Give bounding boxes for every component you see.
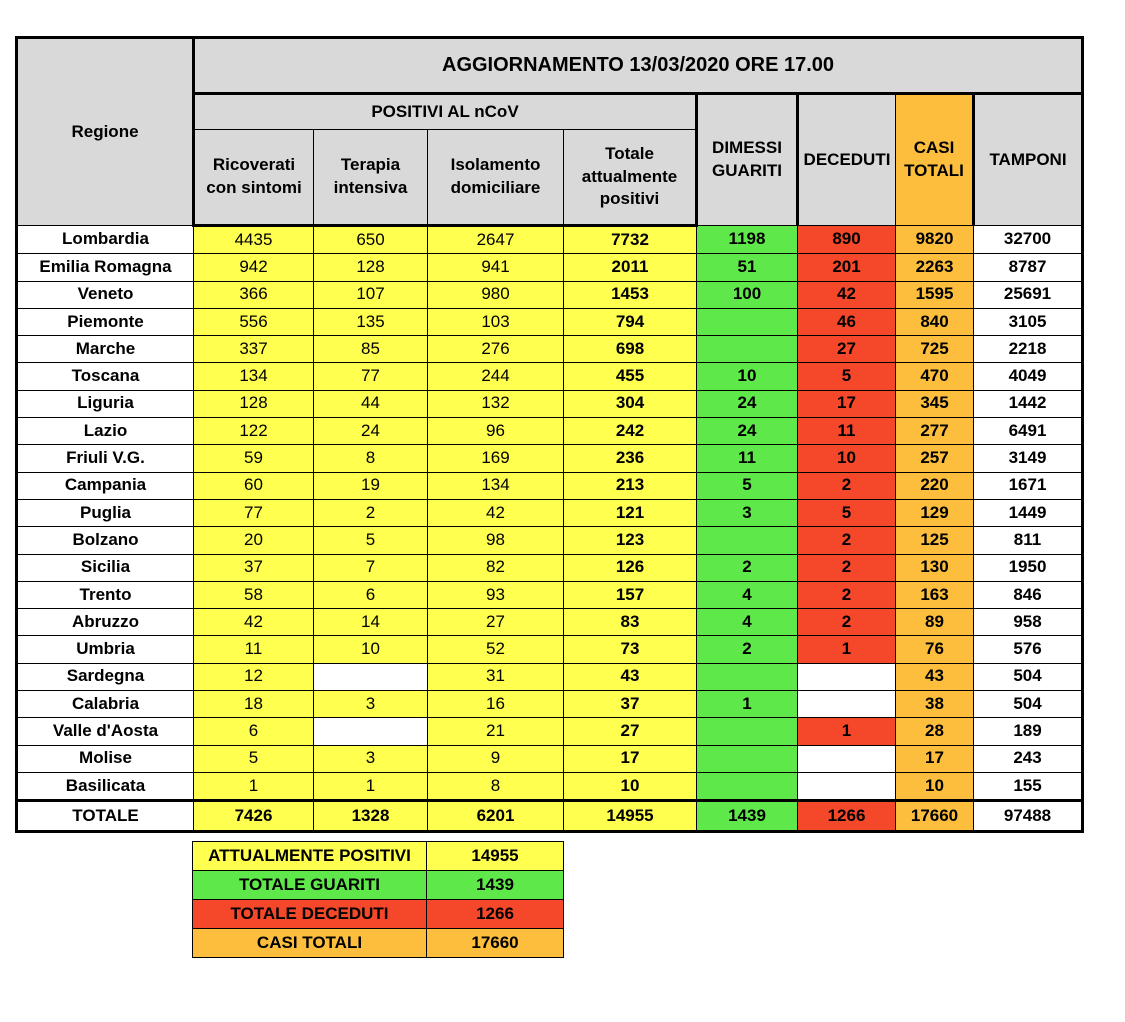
cell-tamponi: 504 <box>974 691 1083 718</box>
cell-isolamento: 93 <box>428 581 564 608</box>
cell-isolamento: 244 <box>428 363 564 390</box>
cell-terapia: 1 <box>314 772 428 800</box>
cell-casi-totali: 129 <box>896 499 974 526</box>
cell-terapia: 3 <box>314 691 428 718</box>
cell-totale-positivi: 126 <box>564 554 697 581</box>
table-row <box>17 527 1083 554</box>
cell-tamponi: 3149 <box>974 445 1083 472</box>
cell-casi-totali: 125 <box>896 527 974 554</box>
cell-deceduti: 11 <box>798 418 896 445</box>
table-row <box>17 418 1083 445</box>
cell-deceduti <box>798 663 896 690</box>
cell-casi-totali: 43 <box>896 663 974 690</box>
cell-casi-totali: 89 <box>896 609 974 636</box>
total-terapia: 1328 <box>314 801 428 832</box>
cell-tamponi: 504 <box>974 663 1083 690</box>
cell-terapia: 10 <box>314 636 428 663</box>
cell-isolamento: 276 <box>428 336 564 363</box>
summary-label: TOTALE GUARITI <box>193 871 427 900</box>
cell-dimessi: 24 <box>697 390 798 417</box>
cell-tamponi: 958 <box>974 609 1083 636</box>
cell-tamponi: 1442 <box>974 390 1083 417</box>
cell-deceduti: 1 <box>798 636 896 663</box>
cell-terapia: 24 <box>314 418 428 445</box>
cell-terapia: 77 <box>314 363 428 390</box>
total-casi: 17660 <box>896 801 974 832</box>
cell-terapia <box>314 663 428 690</box>
cell-dimessi: 24 <box>697 418 798 445</box>
cell-regione: Sicilia <box>17 554 194 581</box>
cell-ricoverati: 18 <box>194 691 314 718</box>
summary-body <box>193 842 564 958</box>
cell-ricoverati: 5 <box>194 745 314 772</box>
totals-label: TOTALE <box>17 801 194 832</box>
cell-tamponi: 576 <box>974 636 1083 663</box>
total-guariti: 1439 <box>697 801 798 832</box>
summary-label: TOTALE DECEDUTI <box>193 900 427 929</box>
table-row <box>17 691 1083 718</box>
cell-ricoverati: 20 <box>194 527 314 554</box>
cell-regione: Valle d'Aosta <box>17 718 194 745</box>
cell-regione: Sardegna <box>17 663 194 690</box>
totals-row <box>17 801 1083 832</box>
table-row <box>17 390 1083 417</box>
cell-regione: Piemonte <box>17 308 194 335</box>
cell-deceduti <box>798 772 896 800</box>
header-isolamento: Isolamento domiciliare <box>428 130 564 226</box>
cell-casi-totali: 17 <box>896 745 974 772</box>
cell-dimessi <box>697 718 798 745</box>
table-body <box>17 226 1083 801</box>
cell-tamponi: 1671 <box>974 472 1083 499</box>
cell-tamponi: 25691 <box>974 281 1083 308</box>
cell-tamponi: 189 <box>974 718 1083 745</box>
cell-isolamento: 16 <box>428 691 564 718</box>
cell-terapia: 5 <box>314 527 428 554</box>
cell-regione: Liguria <box>17 390 194 417</box>
cell-ricoverati: 12 <box>194 663 314 690</box>
cell-regione: Veneto <box>17 281 194 308</box>
cell-regione: Lombardia <box>17 226 194 254</box>
cell-deceduti: 890 <box>798 226 896 254</box>
cell-dimessi: 11 <box>697 445 798 472</box>
header-totale-positivi: Totale attualmente positivi <box>564 130 697 226</box>
cell-ricoverati: 42 <box>194 609 314 636</box>
cell-isolamento: 134 <box>428 472 564 499</box>
header-terapia: Terapia intensiva <box>314 130 428 226</box>
cell-casi-totali: 1595 <box>896 281 974 308</box>
cell-casi-totali: 9820 <box>896 226 974 254</box>
cell-totale-positivi: 7732 <box>564 226 697 254</box>
cell-isolamento: 8 <box>428 772 564 800</box>
cell-totale-positivi: 794 <box>564 308 697 335</box>
header-dimessi-guariti: DIMESSI GUARITI <box>697 94 798 226</box>
cell-totale-positivi: 43 <box>564 663 697 690</box>
table-row <box>17 718 1083 745</box>
cell-regione: Lazio <box>17 418 194 445</box>
cell-dimessi: 4 <box>697 609 798 636</box>
summary-label: CASI TOTALI <box>193 929 427 958</box>
cell-ricoverati: 128 <box>194 390 314 417</box>
cell-ricoverati: 11 <box>194 636 314 663</box>
summary-row <box>193 871 564 900</box>
cell-terapia: 135 <box>314 308 428 335</box>
summary-value: 14955 <box>427 842 564 871</box>
cell-totale-positivi: 455 <box>564 363 697 390</box>
cell-deceduti: 5 <box>798 363 896 390</box>
cell-dimessi <box>697 308 798 335</box>
cell-terapia: 128 <box>314 254 428 281</box>
cell-ricoverati: 77 <box>194 499 314 526</box>
cell-deceduti: 10 <box>798 445 896 472</box>
cell-regione: Friuli V.G. <box>17 445 194 472</box>
cell-tamponi: 8787 <box>974 254 1083 281</box>
cell-ricoverati: 942 <box>194 254 314 281</box>
cell-casi-totali: 10 <box>896 772 974 800</box>
table-row <box>17 499 1083 526</box>
cell-deceduti: 46 <box>798 308 896 335</box>
cell-terapia: 19 <box>314 472 428 499</box>
cell-ricoverati: 134 <box>194 363 314 390</box>
cell-terapia <box>314 718 428 745</box>
header-casi-totali: CASI TOTALI <box>896 94 974 226</box>
cell-totale-positivi: 121 <box>564 499 697 526</box>
header-regione: Regione <box>17 38 194 226</box>
cell-regione: Emilia Romagna <box>17 254 194 281</box>
cell-regione: Puglia <box>17 499 194 526</box>
summary-row <box>193 929 564 958</box>
cell-deceduti: 1 <box>798 718 896 745</box>
cell-isolamento: 132 <box>428 390 564 417</box>
cell-tamponi: 155 <box>974 772 1083 800</box>
cell-casi-totali: 840 <box>896 308 974 335</box>
cell-tamponi: 3105 <box>974 308 1083 335</box>
summary-value: 1266 <box>427 900 564 929</box>
regional-cases-table <box>15 36 1084 833</box>
cell-totale-positivi: 83 <box>564 609 697 636</box>
cell-casi-totali: 725 <box>896 336 974 363</box>
cell-regione: Calabria <box>17 691 194 718</box>
cell-casi-totali: 2263 <box>896 254 974 281</box>
cell-terapia: 8 <box>314 445 428 472</box>
cell-tamponi: 4049 <box>974 363 1083 390</box>
cell-regione: Trento <box>17 581 194 608</box>
header-tamponi: TAMPONI <box>974 94 1083 226</box>
cell-totale-positivi: 1453 <box>564 281 697 308</box>
cell-isolamento: 31 <box>428 663 564 690</box>
cell-isolamento: 42 <box>428 499 564 526</box>
cell-casi-totali: 277 <box>896 418 974 445</box>
cell-totale-positivi: 37 <box>564 691 697 718</box>
cell-regione: Bolzano <box>17 527 194 554</box>
cell-totale-positivi: 157 <box>564 581 697 608</box>
table-row <box>17 445 1083 472</box>
cell-terapia: 6 <box>314 581 428 608</box>
cell-tamponi: 811 <box>974 527 1083 554</box>
cell-casi-totali: 76 <box>896 636 974 663</box>
cell-ricoverati: 337 <box>194 336 314 363</box>
cell-regione: Toscana <box>17 363 194 390</box>
cell-totale-positivi: 236 <box>564 445 697 472</box>
total-tamponi: 97488 <box>974 801 1083 832</box>
cell-regione: Campania <box>17 472 194 499</box>
cell-deceduti: 2 <box>798 554 896 581</box>
table-row <box>17 609 1083 636</box>
cell-deceduti: 2 <box>798 609 896 636</box>
cell-dimessi: 10 <box>697 363 798 390</box>
cell-isolamento: 9 <box>428 745 564 772</box>
cell-ricoverati: 556 <box>194 308 314 335</box>
cell-totale-positivi: 73 <box>564 636 697 663</box>
cell-dimessi <box>697 772 798 800</box>
cell-totale-positivi: 123 <box>564 527 697 554</box>
cell-terapia: 7 <box>314 554 428 581</box>
cell-dimessi: 1198 <box>697 226 798 254</box>
cell-isolamento: 2647 <box>428 226 564 254</box>
cell-dimessi: 4 <box>697 581 798 608</box>
cell-casi-totali: 257 <box>896 445 974 472</box>
table-row <box>17 308 1083 335</box>
header-deceduti: DECEDUTI <box>798 94 896 226</box>
cell-deceduti: 17 <box>798 390 896 417</box>
cell-dimessi: 100 <box>697 281 798 308</box>
cell-isolamento: 96 <box>428 418 564 445</box>
table-row <box>17 336 1083 363</box>
cell-tamponi: 846 <box>974 581 1083 608</box>
cell-dimessi <box>697 336 798 363</box>
cell-casi-totali: 220 <box>896 472 974 499</box>
cell-terapia: 14 <box>314 609 428 636</box>
total-deceduti: 1266 <box>798 801 896 832</box>
cell-isolamento: 52 <box>428 636 564 663</box>
cell-tamponi: 243 <box>974 745 1083 772</box>
summary-value: 17660 <box>427 929 564 958</box>
cell-deceduti: 42 <box>798 281 896 308</box>
cell-dimessi <box>697 527 798 554</box>
cell-deceduti: 27 <box>798 336 896 363</box>
cell-casi-totali: 28 <box>896 718 974 745</box>
table-row <box>17 554 1083 581</box>
cell-terapia: 650 <box>314 226 428 254</box>
cell-totale-positivi: 27 <box>564 718 697 745</box>
cell-dimessi: 2 <box>697 554 798 581</box>
cell-tamponi: 2218 <box>974 336 1083 363</box>
cell-isolamento: 941 <box>428 254 564 281</box>
cell-totale-positivi: 304 <box>564 390 697 417</box>
cell-ricoverati: 122 <box>194 418 314 445</box>
table-row <box>17 226 1083 254</box>
cell-totale-positivi: 17 <box>564 745 697 772</box>
cell-totale-positivi: 2011 <box>564 254 697 281</box>
cell-tamponi: 1449 <box>974 499 1083 526</box>
cell-terapia: 2 <box>314 499 428 526</box>
cell-ricoverati: 1 <box>194 772 314 800</box>
total-positivi: 14955 <box>564 801 697 832</box>
cell-deceduti: 2 <box>798 527 896 554</box>
cell-totale-positivi: 698 <box>564 336 697 363</box>
total-ricoverati: 7426 <box>194 801 314 832</box>
cell-isolamento: 98 <box>428 527 564 554</box>
header-positivi-group: POSITIVI AL nCoV <box>194 94 697 130</box>
cell-deceduti: 201 <box>798 254 896 281</box>
cell-terapia: 44 <box>314 390 428 417</box>
cell-isolamento: 21 <box>428 718 564 745</box>
cell-ricoverati: 6 <box>194 718 314 745</box>
summary-value: 1439 <box>427 871 564 900</box>
cell-deceduti: 2 <box>798 472 896 499</box>
cell-tamponi: 32700 <box>974 226 1083 254</box>
header-ricoverati: Ricoverati con sintomi <box>194 130 314 226</box>
summary-table <box>192 841 564 958</box>
cell-deceduti: 2 <box>798 581 896 608</box>
cell-regione: Basilicata <box>17 772 194 800</box>
table-row <box>17 363 1083 390</box>
table-row <box>17 663 1083 690</box>
cell-totale-positivi: 242 <box>564 418 697 445</box>
table-row <box>17 636 1083 663</box>
cell-dimessi <box>697 745 798 772</box>
table-row <box>17 745 1083 772</box>
cell-terapia: 3 <box>314 745 428 772</box>
cell-ricoverati: 58 <box>194 581 314 608</box>
summary-label: ATTUALMENTE POSITIVI <box>193 842 427 871</box>
table-row <box>17 772 1083 800</box>
cell-casi-totali: 163 <box>896 581 974 608</box>
cell-isolamento: 27 <box>428 609 564 636</box>
cell-ricoverati: 37 <box>194 554 314 581</box>
cell-tamponi: 6491 <box>974 418 1083 445</box>
cell-isolamento: 103 <box>428 308 564 335</box>
cell-deceduti <box>798 691 896 718</box>
summary-row <box>193 900 564 929</box>
cell-ricoverati: 4435 <box>194 226 314 254</box>
summary-row <box>193 842 564 871</box>
table-row <box>17 581 1083 608</box>
cell-isolamento: 82 <box>428 554 564 581</box>
table-row <box>17 254 1083 281</box>
cell-regione: Abruzzo <box>17 609 194 636</box>
cell-terapia: 107 <box>314 281 428 308</box>
cell-regione: Molise <box>17 745 194 772</box>
cell-dimessi <box>697 663 798 690</box>
cell-totale-positivi: 10 <box>564 772 697 800</box>
update-title: AGGIORNAMENTO 13/03/2020 ORE 17.00 <box>194 38 1083 94</box>
cell-ricoverati: 60 <box>194 472 314 499</box>
cell-dimessi: 2 <box>697 636 798 663</box>
cell-regione: Marche <box>17 336 194 363</box>
cell-casi-totali: 130 <box>896 554 974 581</box>
cell-totale-positivi: 213 <box>564 472 697 499</box>
cell-dimessi: 1 <box>697 691 798 718</box>
cell-ricoverati: 59 <box>194 445 314 472</box>
cell-deceduti <box>798 745 896 772</box>
cell-ricoverati: 366 <box>194 281 314 308</box>
table-row <box>17 472 1083 499</box>
cell-isolamento: 980 <box>428 281 564 308</box>
table-row <box>17 281 1083 308</box>
cell-isolamento: 169 <box>428 445 564 472</box>
total-isolamento: 6201 <box>428 801 564 832</box>
cell-tamponi: 1950 <box>974 554 1083 581</box>
cell-regione: Umbria <box>17 636 194 663</box>
cell-casi-totali: 38 <box>896 691 974 718</box>
cell-deceduti: 5 <box>798 499 896 526</box>
cell-dimessi: 3 <box>697 499 798 526</box>
cell-casi-totali: 470 <box>896 363 974 390</box>
cell-dimessi: 51 <box>697 254 798 281</box>
cell-casi-totali: 345 <box>896 390 974 417</box>
cell-terapia: 85 <box>314 336 428 363</box>
cell-dimessi: 5 <box>697 472 798 499</box>
